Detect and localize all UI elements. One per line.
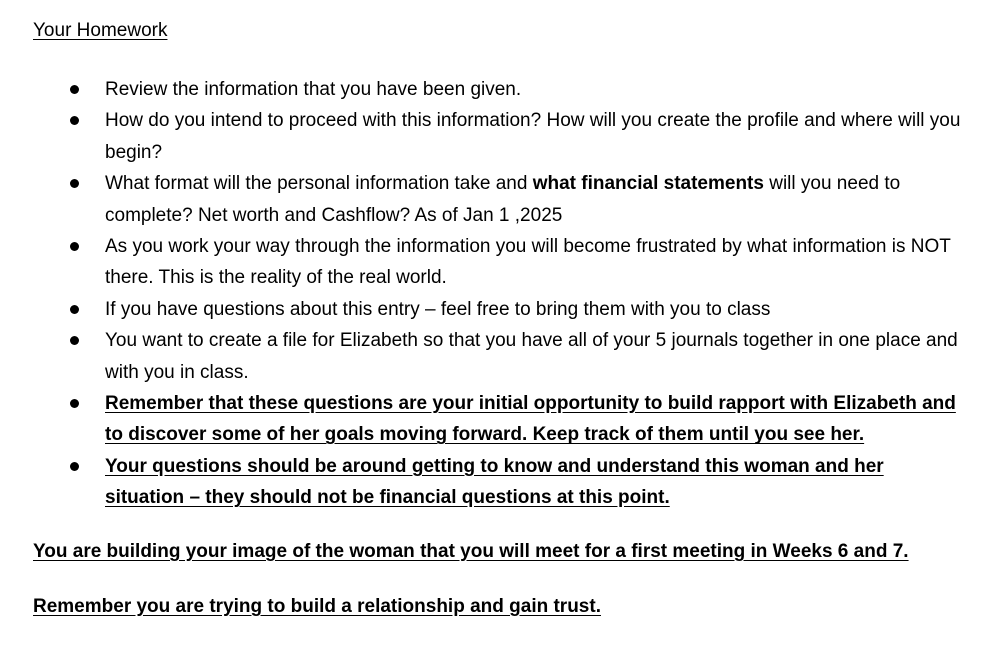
bullet-icon [70,336,79,345]
bullet-text: How do you intend to proceed with this information? How will you create the profile and where will you begin? [105,110,961,163]
bullet-text: Review the information that you have been given. [105,79,522,100]
closing-statement-relationship: Remember you are trying to build a relationship and gain trust. [33,596,601,617]
bullet-icon [70,179,79,188]
homework-bullet-list [0,74,1003,514]
page-title: Your Homework [33,20,168,41]
list-item [0,231,965,294]
bullet-text: You want to create a file for Elizabeth so that you have all of your 5 journals together in one place and with you in class. [105,330,958,383]
bullet-text: If you have questions about this entry – feel free to bring them with you to class [105,298,771,320]
list-item [0,105,965,168]
bullet-text: As you work your way through the information you will become frustrated by what information is NOT there. This is the reality of the real world. [105,236,951,289]
bullet-text-before: What format will the personal information take and [105,173,533,195]
bullet-icon [70,116,79,125]
list-item [0,294,965,325]
list-item [0,451,965,514]
bullet-icon [70,399,79,408]
list-item [0,388,965,451]
bullet-icon [70,462,79,471]
bullet-text-emphasis: Remember that these questions are your initial opportunity to build rapport with Elizabeth and to discover some of her goals moving forward. Keep track of them until you see her. [105,393,956,446]
bullet-text-emphasis: Your questions should be around getting to know and understand this woman and her situation – they should not be financial questions at this point. [105,455,884,509]
bullet-bold-text: what financial statements [532,173,764,195]
bullet-icon [70,242,79,251]
list-item [0,325,965,388]
list-item [0,74,965,105]
bullet-text-after: will you need to complete? Net worth and Cashflow? As of Jan 1 ,2025 [105,173,901,226]
bullet-icon [70,85,79,94]
list-item [0,168,965,231]
bullet-icon [70,305,79,314]
closing-statement-meeting: You are building your image of the woman that you will meet for a first meeting in Weeks 6 and 7. [33,541,909,562]
